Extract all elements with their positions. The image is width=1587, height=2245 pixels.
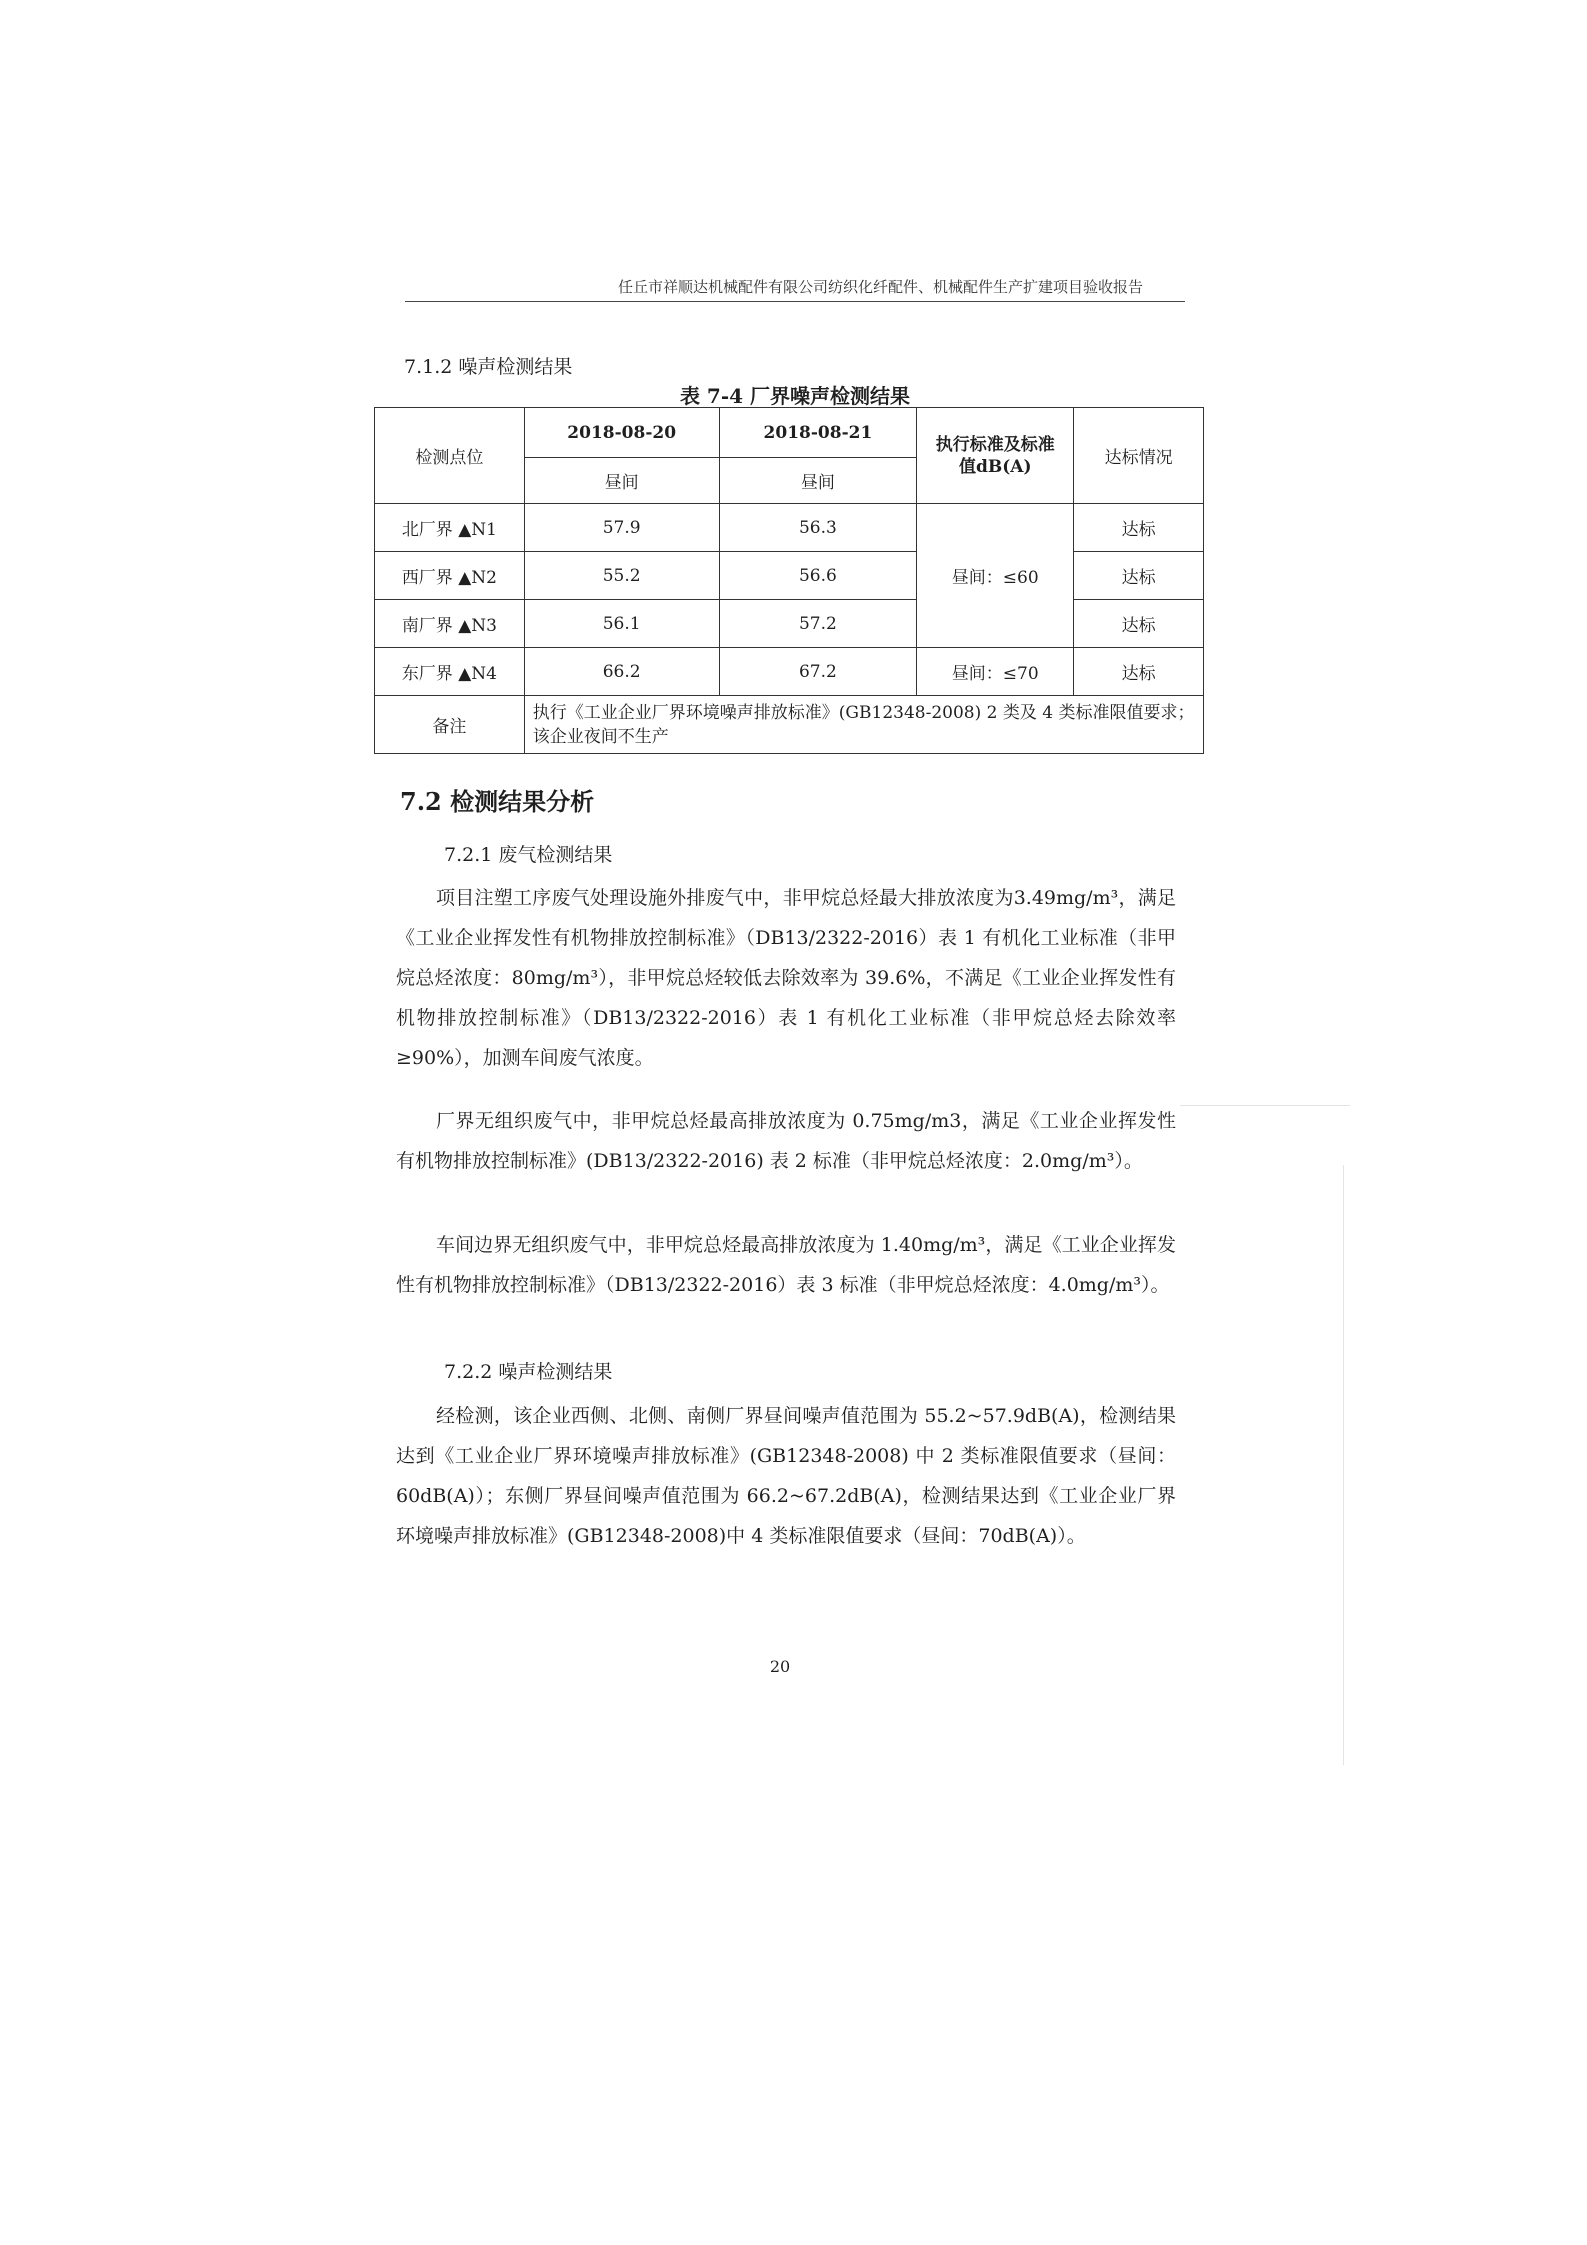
table-row [375,552,1204,600]
cell-status: 达标 [1074,648,1204,696]
header-period-1: 昼间 [524,458,719,504]
section-7-2-1-heading: 7.2.1 废气检测结果 [444,844,613,866]
cell-standard-group: 昼间：≤60 [917,504,1074,648]
header-location: 检测点位 [375,408,525,504]
header-date-1: 2018-08-20 [524,408,719,458]
cell-day2: 56.6 [719,552,917,600]
cell-location: 南厂界 ▲N3 [375,600,525,648]
cell-location: 北厂界 ▲N1 [375,504,525,552]
table-row [375,504,1204,552]
cell-day2: 57.2 [719,600,917,648]
cell-location: 东厂界 ▲N4 [375,648,525,696]
note-label: 备注 [375,696,525,754]
cell-status: 达标 [1074,600,1204,648]
cell-day1: 55.2 [524,552,719,600]
cell-day1: 57.9 [524,504,719,552]
section-7-1-2-heading: 7.1.2 噪声检测结果 [404,356,573,378]
cell-status: 达标 [1074,504,1204,552]
table-row [375,600,1204,648]
scan-artifact-line [1343,1165,1344,1765]
cell-location: 西厂界 ▲N2 [375,552,525,600]
section-7-2-heading: 7.2 检测结果分析 [400,787,595,816]
table-row [375,648,1204,696]
exhaust-gas-paragraph-3: 车间边界无组织废气中，非甲烷总烃最高排放浓度为 1.40mg/m³，满足《工业企业挥发性有机物排放控制标准》（DB13/2322-2016）表 3 标准（非甲烷总烃浓度：4.0mg/m³）。 [396,1234,1176,1296]
cell-day1: 56.1 [524,600,719,648]
header-date-2: 2018-08-21 [719,408,917,458]
noise-results-table [374,407,1204,754]
table-note-row [375,696,1204,754]
header-status: 达标情况 [1074,408,1204,504]
header-standard: 执行标准及标准值dB(A) [917,408,1074,504]
cell-day2: 56.3 [719,504,917,552]
table-caption: 表 7-4 厂界噪声检测结果 [679,384,911,408]
section-7-2-2-heading: 7.2.2 噪声检测结果 [444,1361,613,1383]
cell-status: 达标 [1074,552,1204,600]
exhaust-gas-paragraph-1: 项目注塑工序废气处理设施外排废气中，非甲烷总烃最大排放浓度为3.49mg/m³，满足《工业企业挥发性有机物排放控制标准》（DB13/2322-2016）表 1 有机化工业标准（非甲烷总烃浓度：80mg/m³），非甲烷总烃较低去除效率为 39.6%，不满足《工业企业挥发性有机物排放控制标准》（DB13/2322-2016）表 1 有机化工业标准（非甲烷总烃去除效率≥90%），加测车间废气浓度。 [396,887,1176,1069]
exhaust-gas-paragraph-2: 厂界无组织废气中，非甲烷总烃最高排放浓度为 0.75mg/m3，满足《工业企业挥发性有机物排放控制标准》(DB13/2322-2016) 表 2 标准（非甲烷总烃浓度：2.0mg/m³）。 [396,1110,1176,1172]
note-text: 执行《工业企业厂界环境噪声排放标准》(GB12348-2008) 2 类及 4 类标准限值要求；该企业夜间不生产 [524,696,1203,754]
page-header [405,276,1185,302]
cell-day1: 66.2 [524,648,719,696]
cell-standard-east: 昼间：≤70 [917,648,1074,696]
scan-artifact-line [1180,1105,1350,1106]
noise-analysis-paragraph: 经检测，该企业西侧、北侧、南侧厂界昼间噪声值范围为 55.2~57.9dB(A)，检测结果达到《工业企业厂界环境噪声排放标准》(GB12348-2008) 中 2 类标准限值要求（昼间：60dB(A)）；东侧厂界昼间噪声值范围为 66.2~67.2dB(A)，检测结果达到《工业企业厂界环境噪声排放标准》(GB12348-2008)中 4 类标准限值要求（昼间：70dB(A)）。 [396,1405,1176,1547]
page-number: 20 [769,1657,791,1676]
header-title: 任丘市祥顺达机械配件有限公司纺织化纤配件、机械配件生产扩建项目验收报告 [617,278,1143,296]
cell-day2: 67.2 [719,648,917,696]
header-period-2: 昼间 [719,458,917,504]
